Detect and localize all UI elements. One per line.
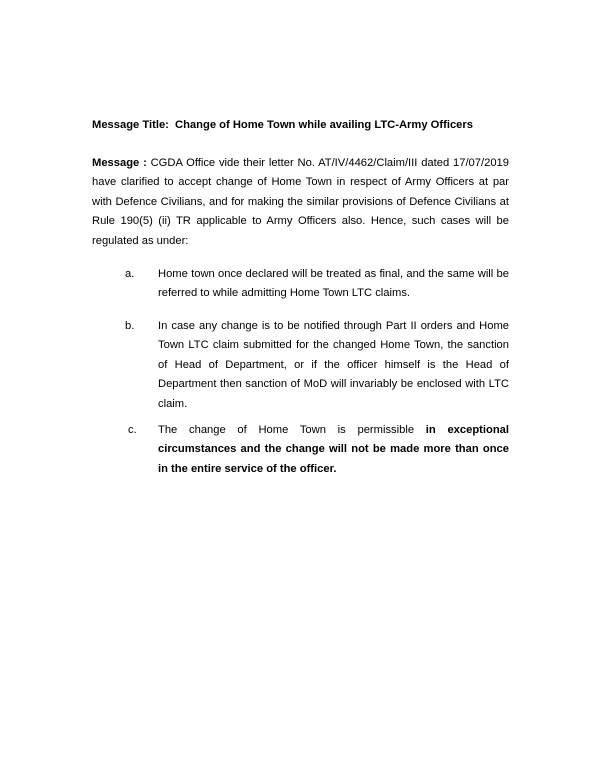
list-item-text: Home town once declared will be treated as final, and the same will be referred to while admitting Home Town LTC claims.	[158, 268, 509, 300]
list-item-text-plain: The change of Home Town is permissible	[158, 424, 426, 436]
message-body: CGDA Office vide their letter No. AT/IV/4462/Claim/III dated 17/07/2019 have clarified to accept change of Home Town in respect of Army Officers at par with Defence Civilians, and for making the similar provisions of Defence Civilians at Rule 190(5) (ii) TR applicable to Army Officers also. Hence, such cases will be regulated as under:	[92, 157, 509, 247]
list-item-marker: a.	[125, 268, 135, 280]
message-title	[92, 117, 522, 133]
list-item-text-bold: in exceptional circumstances and the change will not be made more than once in the entire service of the officer.	[158, 424, 509, 475]
list-item-text: In case any change is to be notified through Part II orders and Home Town LTC claim submitted for the changed Home Town, the sanction of Head of Department, or if the officer himself is the Head of Department then sanction of MoD will invariably be enclosed with LTC claim.	[158, 320, 509, 410]
list-item-text	[158, 421, 509, 479]
list-item-marker: c.	[128, 424, 137, 436]
list-item-marker: b.	[125, 320, 135, 332]
message-title-text: Change of Home Town while availing LTC-Army Officers	[175, 119, 473, 131]
message-label: Message :	[92, 157, 147, 169]
message-title-label: Message Title:	[92, 119, 169, 131]
message-paragraph	[92, 154, 509, 251]
